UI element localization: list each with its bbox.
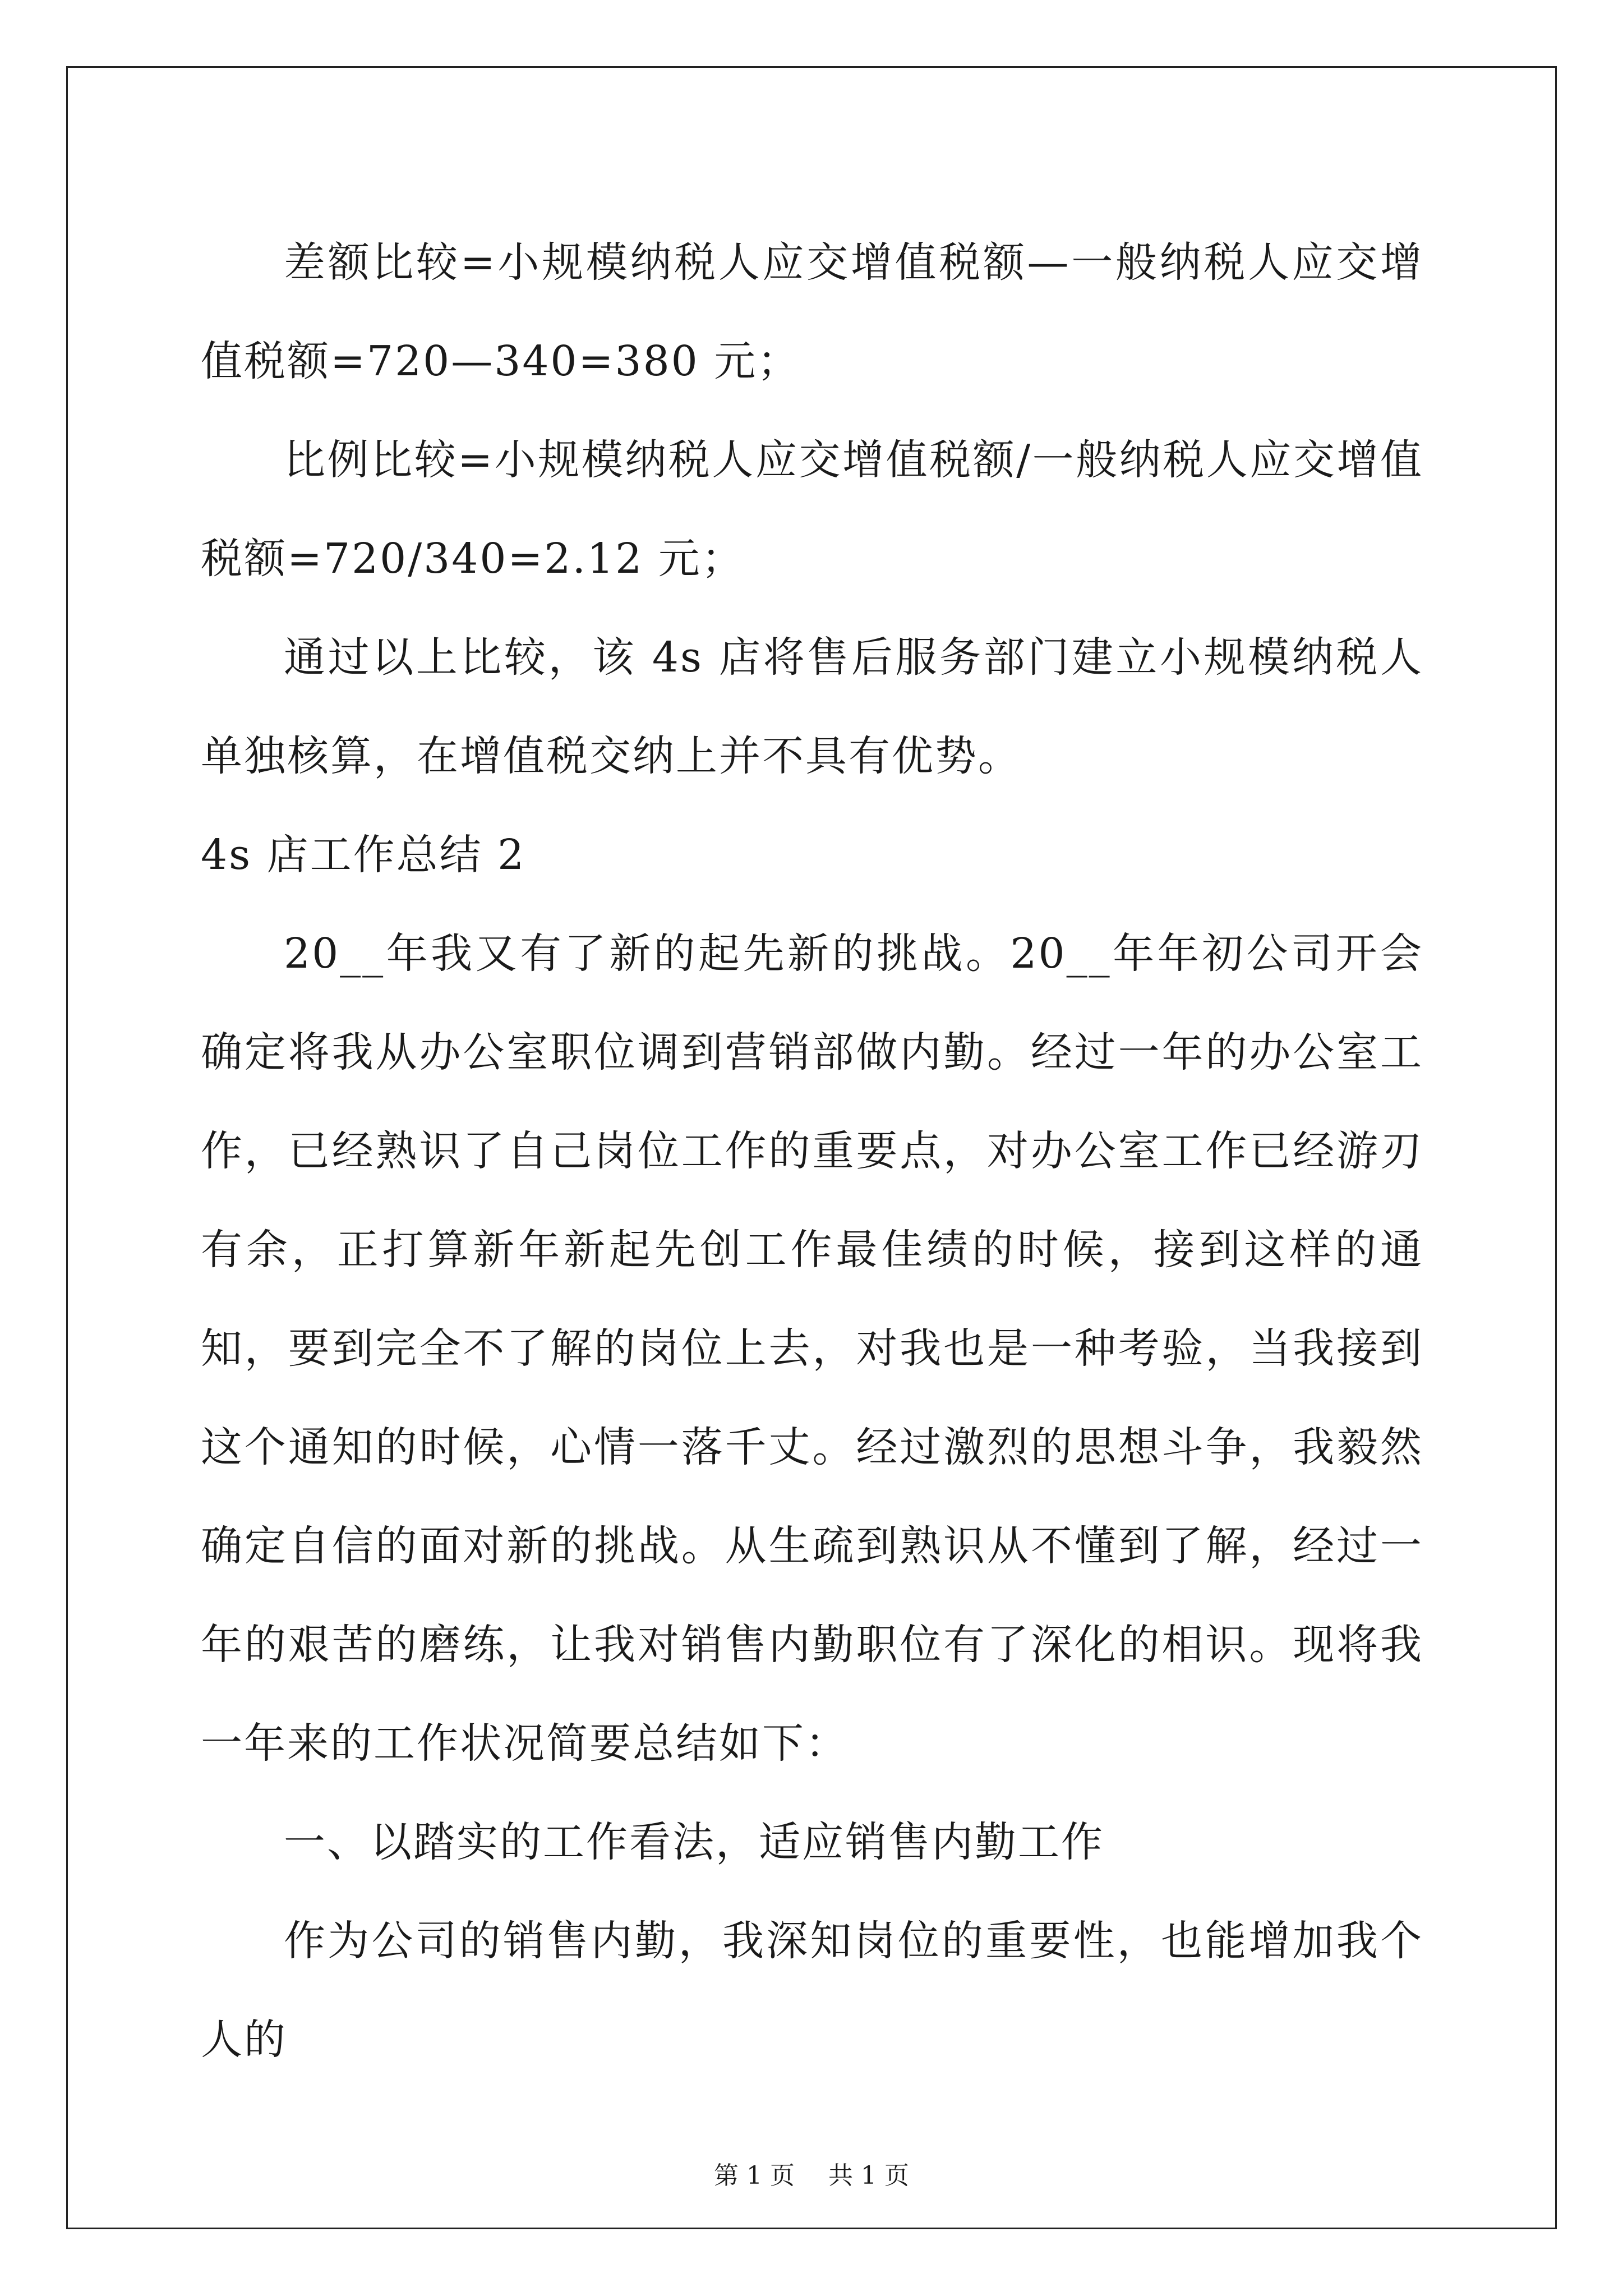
page-total: 共 1 页 — [828, 2161, 909, 2190]
paragraph-ratio-comparison: 比例比较=小规模纳税人应交增值税额/一般纳税人应交增值税额=720/340=2.12 元； — [201, 436, 1423, 583]
section-heading: 4s 店工作总结 2 — [201, 831, 526, 879]
document-body — [201, 213, 1423, 2089]
paragraph-introduction: 20__年我又有了新的起先新的挑战。20__年年初公司开会确定将我从办公室职位调到营销部做内勤。经过一年的办公室工作，已经熟识了自己岗位工作的重要点，对办公室工作已经游刃有余，正打算新年新起先创工作最佳绩的时候，接到这样的通知，要到完全不了解的岗位上去，对我也是一种考验，当我接到这个通知的时候，心情一落千丈。经过激烈的思想斗争，我毅然确定自信的面对新的挑战。从生疏到熟识从不懂到了解，经过一年的艰苦的磨练，让我对销售内勤职位有了深化的相识。现将我一年来的工作状况简要总结如下： — [201, 930, 1423, 1768]
page-footer — [0, 2155, 1623, 2191]
paragraph-role: 作为公司的销售内勤，我深知岗位的重要性，也能增加我个人的 — [201, 1917, 1423, 2064]
paragraph-subheading: 一、以踏实的工作看法，适应销售内勤工作 — [284, 1818, 1104, 1866]
paragraph-difference-comparison: 差额比较=小规模纳税人应交增值税额—一般纳税人应交增值税额=720—340=380 元； — [201, 238, 1423, 385]
page-number: 第 1 页 — [714, 2161, 795, 2190]
paragraph-conclusion: 通过以上比较，该 4s 店将售后服务部门建立小规模纳税人单独核算，在增值税交纳上并不具有优势。 — [201, 633, 1423, 780]
